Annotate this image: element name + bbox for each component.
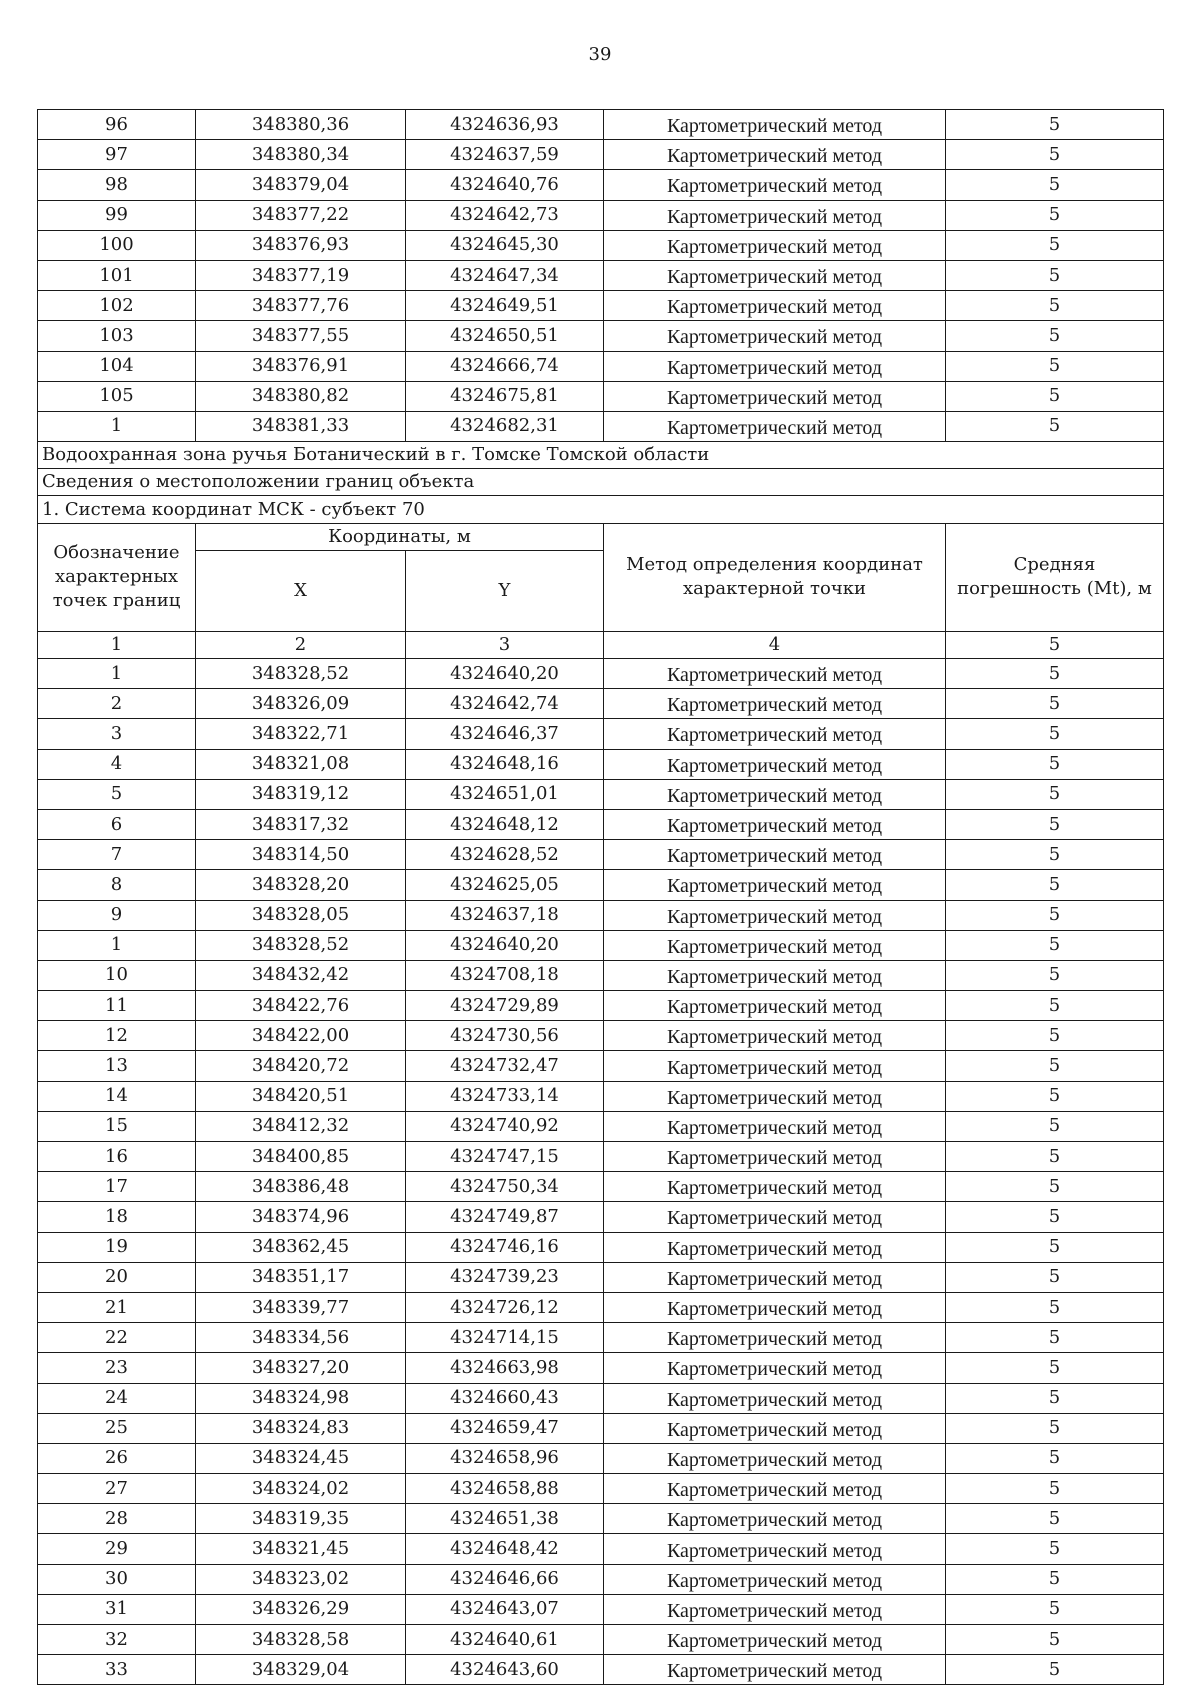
method-cell: Картометрический метод	[604, 659, 946, 689]
y-coordinate: 4324645,30	[406, 230, 604, 260]
y-coordinate: 4324648,12	[406, 809, 604, 839]
x-coordinate: 348339,77	[196, 1292, 406, 1322]
point-id: 14	[38, 1081, 196, 1111]
table-row	[38, 140, 1164, 170]
info-title: Сведения о местоположении границ объекта	[38, 469, 1164, 496]
col-number: 2	[196, 631, 406, 658]
y-coordinate: 4324637,59	[406, 140, 604, 170]
point-id: 32	[38, 1625, 196, 1655]
point-id: 102	[38, 291, 196, 321]
table-row	[38, 1111, 1164, 1141]
table-row	[38, 200, 1164, 230]
error-cell: 5	[946, 1081, 1164, 1111]
table-row	[38, 1474, 1164, 1504]
point-id: 100	[38, 230, 196, 260]
x-coordinate: 348324,98	[196, 1383, 406, 1413]
table-row	[38, 1292, 1164, 1322]
error-cell: 5	[946, 110, 1164, 140]
x-coordinate: 348324,45	[196, 1443, 406, 1473]
method-cell: Картометрический метод	[604, 930, 946, 960]
x-coordinate: 348328,20	[196, 870, 406, 900]
error-cell: 5	[946, 689, 1164, 719]
point-id: 24	[38, 1383, 196, 1413]
error-cell: 5	[946, 1051, 1164, 1081]
y-coordinate: 4324708,18	[406, 960, 604, 990]
method-cell: Картометрический метод	[604, 321, 946, 351]
zone-title-row	[38, 442, 1164, 469]
point-id: 31	[38, 1594, 196, 1624]
point-id: 17	[38, 1172, 196, 1202]
y-coordinate: 4324642,73	[406, 200, 604, 230]
header-row	[38, 523, 1164, 550]
error-cell: 5	[946, 960, 1164, 990]
table-row	[38, 991, 1164, 1021]
x-coordinate: 348376,93	[196, 230, 406, 260]
error-cell: 5	[946, 1413, 1164, 1443]
error-cell: 5	[946, 1534, 1164, 1564]
error-cell: 5	[946, 291, 1164, 321]
method-cell: Картометрический метод	[604, 719, 946, 749]
method-cell: Картометрический метод	[604, 1353, 946, 1383]
x-coordinate: 348380,82	[196, 381, 406, 411]
table-row	[38, 1323, 1164, 1353]
y-coordinate: 4324675,81	[406, 381, 604, 411]
point-id: 27	[38, 1474, 196, 1504]
coordinates-table	[37, 109, 1164, 1685]
table-row	[38, 411, 1164, 441]
y-coordinate: 4324648,16	[406, 749, 604, 779]
table-row	[38, 1443, 1164, 1473]
method-cell: Картометрический метод	[604, 1172, 946, 1202]
y-coordinate: 4324729,89	[406, 991, 604, 1021]
y-coordinate: 4324651,38	[406, 1504, 604, 1534]
x-coordinate: 348324,02	[196, 1474, 406, 1504]
point-id: 28	[38, 1504, 196, 1534]
y-coordinate: 4324747,15	[406, 1142, 604, 1172]
table-row	[38, 1081, 1164, 1111]
y-coordinate: 4324733,14	[406, 1081, 604, 1111]
point-id: 4	[38, 749, 196, 779]
error-cell: 5	[946, 1021, 1164, 1051]
y-coordinate: 4324650,51	[406, 321, 604, 351]
table-row	[38, 1142, 1164, 1172]
point-id: 22	[38, 1323, 196, 1353]
x-coordinate: 348322,71	[196, 719, 406, 749]
x-coordinate: 348319,12	[196, 779, 406, 809]
method-cell: Картометрический метод	[604, 1323, 946, 1353]
y-coordinate: 4324643,60	[406, 1655, 604, 1685]
point-id: 9	[38, 900, 196, 930]
point-id: 105	[38, 381, 196, 411]
table-row	[38, 719, 1164, 749]
x-coordinate: 348317,32	[196, 809, 406, 839]
method-cell: Картометрический метод	[604, 110, 946, 140]
point-id: 26	[38, 1443, 196, 1473]
rows-before-section	[38, 110, 1164, 442]
table-row	[38, 1564, 1164, 1594]
table-row	[38, 1534, 1164, 1564]
table-row	[38, 1383, 1164, 1413]
table-row	[38, 960, 1164, 990]
y-coordinate: 4324637,18	[406, 900, 604, 930]
method-cell: Картометрический метод	[604, 1504, 946, 1534]
y-label-header: Y	[406, 550, 604, 631]
x-coordinate: 348374,96	[196, 1202, 406, 1232]
error-cell: 5	[946, 991, 1164, 1021]
info-title-row	[38, 469, 1164, 496]
x-coordinate: 348386,48	[196, 1172, 406, 1202]
error-cell: 5	[946, 321, 1164, 351]
coords-label-header: Координаты, м	[196, 523, 604, 550]
table-row	[38, 321, 1164, 351]
table-row	[38, 260, 1164, 290]
x-coordinate: 348420,51	[196, 1081, 406, 1111]
point-id: 97	[38, 140, 196, 170]
y-coordinate: 4324660,43	[406, 1383, 604, 1413]
col-number: 3	[406, 631, 604, 658]
y-coordinate: 4324649,51	[406, 291, 604, 321]
method-cell: Картометрический метод	[604, 1594, 946, 1624]
table-row	[38, 1413, 1164, 1443]
x-coordinate: 348324,83	[196, 1413, 406, 1443]
col-number: 1	[38, 631, 196, 658]
y-coordinate: 4324746,16	[406, 1232, 604, 1262]
table-row	[38, 870, 1164, 900]
y-coordinate: 4324726,12	[406, 1292, 604, 1322]
error-cell: 5	[946, 1111, 1164, 1141]
error-cell: 5	[946, 1504, 1164, 1534]
table-row	[38, 749, 1164, 779]
method-cell: Картометрический метод	[604, 870, 946, 900]
method-cell: Картометрический метод	[604, 1232, 946, 1262]
point-id: 20	[38, 1262, 196, 1292]
y-coordinate: 4324647,34	[406, 260, 604, 290]
method-cell: Картометрический метод	[604, 1292, 946, 1322]
point-id: 96	[38, 110, 196, 140]
point-id: 18	[38, 1202, 196, 1232]
table-row	[38, 110, 1164, 140]
method-cell: Картометрический метод	[604, 411, 946, 441]
error-cell: 5	[946, 1443, 1164, 1473]
point-id: 15	[38, 1111, 196, 1141]
x-coordinate: 348319,35	[196, 1504, 406, 1534]
point-id: 10	[38, 960, 196, 990]
y-coordinate: 4324682,31	[406, 411, 604, 441]
method-cell: Картометрический метод	[604, 1021, 946, 1051]
y-coordinate: 4324642,74	[406, 689, 604, 719]
method-cell: Картометрический метод	[604, 1081, 946, 1111]
y-coordinate: 4324739,23	[406, 1262, 604, 1292]
method-cell: Картометрический метод	[604, 991, 946, 1021]
error-cell: 5	[946, 1353, 1164, 1383]
method-cell: Картометрический метод	[604, 1262, 946, 1292]
y-coordinate: 4324648,42	[406, 1534, 604, 1564]
error-cell: 5	[946, 1292, 1164, 1322]
point-id: 5	[38, 779, 196, 809]
table-row	[38, 809, 1164, 839]
method-cell: Картометрический метод	[604, 1383, 946, 1413]
method-cell: Картометрический метод	[604, 1625, 946, 1655]
point-id: 30	[38, 1564, 196, 1594]
method-cell: Картометрический метод	[604, 840, 946, 870]
x-coordinate: 348326,29	[196, 1594, 406, 1624]
table-row	[38, 930, 1164, 960]
x-coordinate: 348329,04	[196, 1655, 406, 1685]
error-cell: 5	[946, 870, 1164, 900]
error-cell: 5	[946, 779, 1164, 809]
x-coordinate: 348422,00	[196, 1021, 406, 1051]
table-row	[38, 1504, 1164, 1534]
method-cell: Картометрический метод	[604, 170, 946, 200]
point-id: 7	[38, 840, 196, 870]
y-coordinate: 4324640,76	[406, 170, 604, 200]
method-cell: Картометрический метод	[604, 1051, 946, 1081]
table-row	[38, 170, 1164, 200]
point-id: 8	[38, 870, 196, 900]
table-row	[38, 351, 1164, 381]
method-cell: Картометрический метод	[604, 291, 946, 321]
error-cell: 5	[946, 1594, 1164, 1624]
point-id: 1	[38, 930, 196, 960]
error-cell: 5	[946, 411, 1164, 441]
x-coordinate: 348326,09	[196, 689, 406, 719]
y-coordinate: 4324640,61	[406, 1625, 604, 1655]
table-row	[38, 1021, 1164, 1051]
table-row	[38, 291, 1164, 321]
method-cell: Картометрический метод	[604, 351, 946, 381]
point-id: 23	[38, 1353, 196, 1383]
error-cell: 5	[946, 749, 1164, 779]
x-coordinate: 348376,91	[196, 351, 406, 381]
point-id: 1	[38, 411, 196, 441]
x-coordinate: 348328,05	[196, 900, 406, 930]
point-id: 29	[38, 1534, 196, 1564]
table-row	[38, 1262, 1164, 1292]
method-cell: Картометрический метод	[604, 1655, 946, 1685]
point-id: 2	[38, 689, 196, 719]
point-id: 33	[38, 1655, 196, 1685]
error-cell: 5	[946, 200, 1164, 230]
x-coordinate: 348377,22	[196, 200, 406, 230]
x-label-header: X	[196, 550, 406, 631]
table-row	[38, 1051, 1164, 1081]
error-cell: 5	[946, 659, 1164, 689]
table-row	[38, 1202, 1164, 1232]
method-cell: Картометрический метод	[604, 689, 946, 719]
error-cell: 5	[946, 1232, 1164, 1262]
x-coordinate: 348323,02	[196, 1564, 406, 1594]
error-cell: 5	[946, 1655, 1164, 1685]
error-cell: 5	[946, 170, 1164, 200]
x-coordinate: 348380,34	[196, 140, 406, 170]
method-cell: Картометрический метод	[604, 230, 946, 260]
point-id: 16	[38, 1142, 196, 1172]
point-label-header: Обозначение характерных точек границ	[38, 523, 196, 631]
point-id: 19	[38, 1232, 196, 1262]
point-id: 98	[38, 170, 196, 200]
table-row	[38, 779, 1164, 809]
method-cell: Картометрический метод	[604, 1111, 946, 1141]
zone-title: Водоохранная зона ручья Ботанический в г. Томске Томской области	[38, 442, 1164, 469]
error-cell: 5	[946, 140, 1164, 170]
error-cell: 5	[946, 1625, 1164, 1655]
method-cell: Картометрический метод	[604, 1534, 946, 1564]
x-coordinate: 348379,04	[196, 170, 406, 200]
y-coordinate: 4324658,88	[406, 1474, 604, 1504]
error-cell: 5	[946, 900, 1164, 930]
point-id: 21	[38, 1292, 196, 1322]
y-coordinate: 4324750,34	[406, 1172, 604, 1202]
x-coordinate: 348362,45	[196, 1232, 406, 1262]
method-cell: Картометрический метод	[604, 200, 946, 230]
table-row	[38, 1655, 1164, 1685]
y-coordinate: 4324636,93	[406, 110, 604, 140]
error-cell: 5	[946, 1202, 1164, 1232]
table-row	[38, 689, 1164, 719]
point-id: 25	[38, 1413, 196, 1443]
y-coordinate: 4324643,07	[406, 1594, 604, 1624]
x-coordinate: 348422,76	[196, 991, 406, 1021]
point-id: 12	[38, 1021, 196, 1051]
x-coordinate: 348351,17	[196, 1262, 406, 1292]
point-id: 13	[38, 1051, 196, 1081]
x-coordinate: 348328,52	[196, 930, 406, 960]
error-cell: 5	[946, 1172, 1164, 1202]
col-number: 5	[946, 631, 1164, 658]
table-row	[38, 1353, 1164, 1383]
method-cell: Картометрический метод	[604, 809, 946, 839]
error-cell: 5	[946, 840, 1164, 870]
x-coordinate: 348432,42	[196, 960, 406, 990]
y-coordinate: 4324659,47	[406, 1413, 604, 1443]
point-id: 1	[38, 659, 196, 689]
method-cell: Картометрический метод	[604, 1142, 946, 1172]
y-coordinate: 4324732,47	[406, 1051, 604, 1081]
x-coordinate: 348377,76	[196, 291, 406, 321]
x-coordinate: 348381,33	[196, 411, 406, 441]
method-cell: Картометрический метод	[604, 1443, 946, 1473]
point-id: 3	[38, 719, 196, 749]
point-id: 104	[38, 351, 196, 381]
section-header	[38, 442, 1164, 659]
x-coordinate: 348314,50	[196, 840, 406, 870]
method-cell: Картометрический метод	[604, 1564, 946, 1594]
error-cell: 5	[946, 260, 1164, 290]
x-coordinate: 348400,85	[196, 1142, 406, 1172]
point-id: 11	[38, 991, 196, 1021]
point-id: 101	[38, 260, 196, 290]
y-coordinate: 4324640,20	[406, 659, 604, 689]
x-coordinate: 348328,58	[196, 1625, 406, 1655]
point-id: 6	[38, 809, 196, 839]
error-cell: 5	[946, 351, 1164, 381]
rows-after-section	[38, 659, 1164, 1685]
y-coordinate: 4324646,66	[406, 1564, 604, 1594]
table-row	[38, 900, 1164, 930]
crs-title: 1. Система координат МСК - субъект 70	[38, 496, 1164, 523]
error-cell: 5	[946, 1383, 1164, 1413]
x-coordinate: 348321,45	[196, 1534, 406, 1564]
table-row	[38, 1625, 1164, 1655]
y-coordinate: 4324658,96	[406, 1443, 604, 1473]
y-coordinate: 4324625,05	[406, 870, 604, 900]
y-coordinate: 4324666,74	[406, 351, 604, 381]
method-cell: Картометрический метод	[604, 749, 946, 779]
error-cell: 5	[946, 1323, 1164, 1353]
x-coordinate: 348412,32	[196, 1111, 406, 1141]
col-number: 4	[604, 631, 946, 658]
table-row	[38, 1172, 1164, 1202]
x-coordinate: 348420,72	[196, 1051, 406, 1081]
error-cell: 5	[946, 230, 1164, 260]
error-cell: 5	[946, 1142, 1164, 1172]
method-cell: Картометрический метод	[604, 1474, 946, 1504]
error-label-header: Средняя погрешность (Mt), м	[946, 523, 1164, 631]
method-cell: Картометрический метод	[604, 960, 946, 990]
point-id: 99	[38, 200, 196, 230]
error-cell: 5	[946, 381, 1164, 411]
error-cell: 5	[946, 719, 1164, 749]
method-cell: Картометрический метод	[604, 1202, 946, 1232]
y-coordinate: 4324628,52	[406, 840, 604, 870]
y-coordinate: 4324663,98	[406, 1353, 604, 1383]
y-coordinate: 4324714,15	[406, 1323, 604, 1353]
error-cell: 5	[946, 1564, 1164, 1594]
x-coordinate: 348327,20	[196, 1353, 406, 1383]
x-coordinate: 348334,56	[196, 1323, 406, 1353]
method-cell: Картометрический метод	[604, 260, 946, 290]
y-coordinate: 4324740,92	[406, 1111, 604, 1141]
error-cell: 5	[946, 1262, 1164, 1292]
method-cell: Картометрический метод	[604, 900, 946, 930]
x-coordinate: 348328,52	[196, 659, 406, 689]
table-row	[38, 840, 1164, 870]
table-row	[38, 659, 1164, 689]
table-row	[38, 1232, 1164, 1262]
method-cell: Картометрический метод	[604, 140, 946, 170]
method-cell: Картометрический метод	[604, 779, 946, 809]
column-numbers-row	[38, 631, 1164, 658]
page-number: 39	[588, 44, 612, 65]
y-coordinate: 4324651,01	[406, 779, 604, 809]
method-cell: Картометрический метод	[604, 1413, 946, 1443]
y-coordinate: 4324640,20	[406, 930, 604, 960]
x-coordinate: 348380,36	[196, 110, 406, 140]
y-coordinate: 4324749,87	[406, 1202, 604, 1232]
y-coordinate: 4324646,37	[406, 719, 604, 749]
table-row	[38, 381, 1164, 411]
x-coordinate: 348377,19	[196, 260, 406, 290]
method-label-header: Метод определения координат характерной точки	[604, 523, 946, 631]
table-row	[38, 1594, 1164, 1624]
method-cell: Картометрический метод	[604, 381, 946, 411]
error-cell: 5	[946, 1474, 1164, 1504]
x-coordinate: 348377,55	[196, 321, 406, 351]
table-row	[38, 230, 1164, 260]
crs-title-row	[38, 496, 1164, 523]
point-id: 103	[38, 321, 196, 351]
error-cell: 5	[946, 930, 1164, 960]
x-coordinate: 348321,08	[196, 749, 406, 779]
y-coordinate: 4324730,56	[406, 1021, 604, 1051]
error-cell: 5	[946, 809, 1164, 839]
